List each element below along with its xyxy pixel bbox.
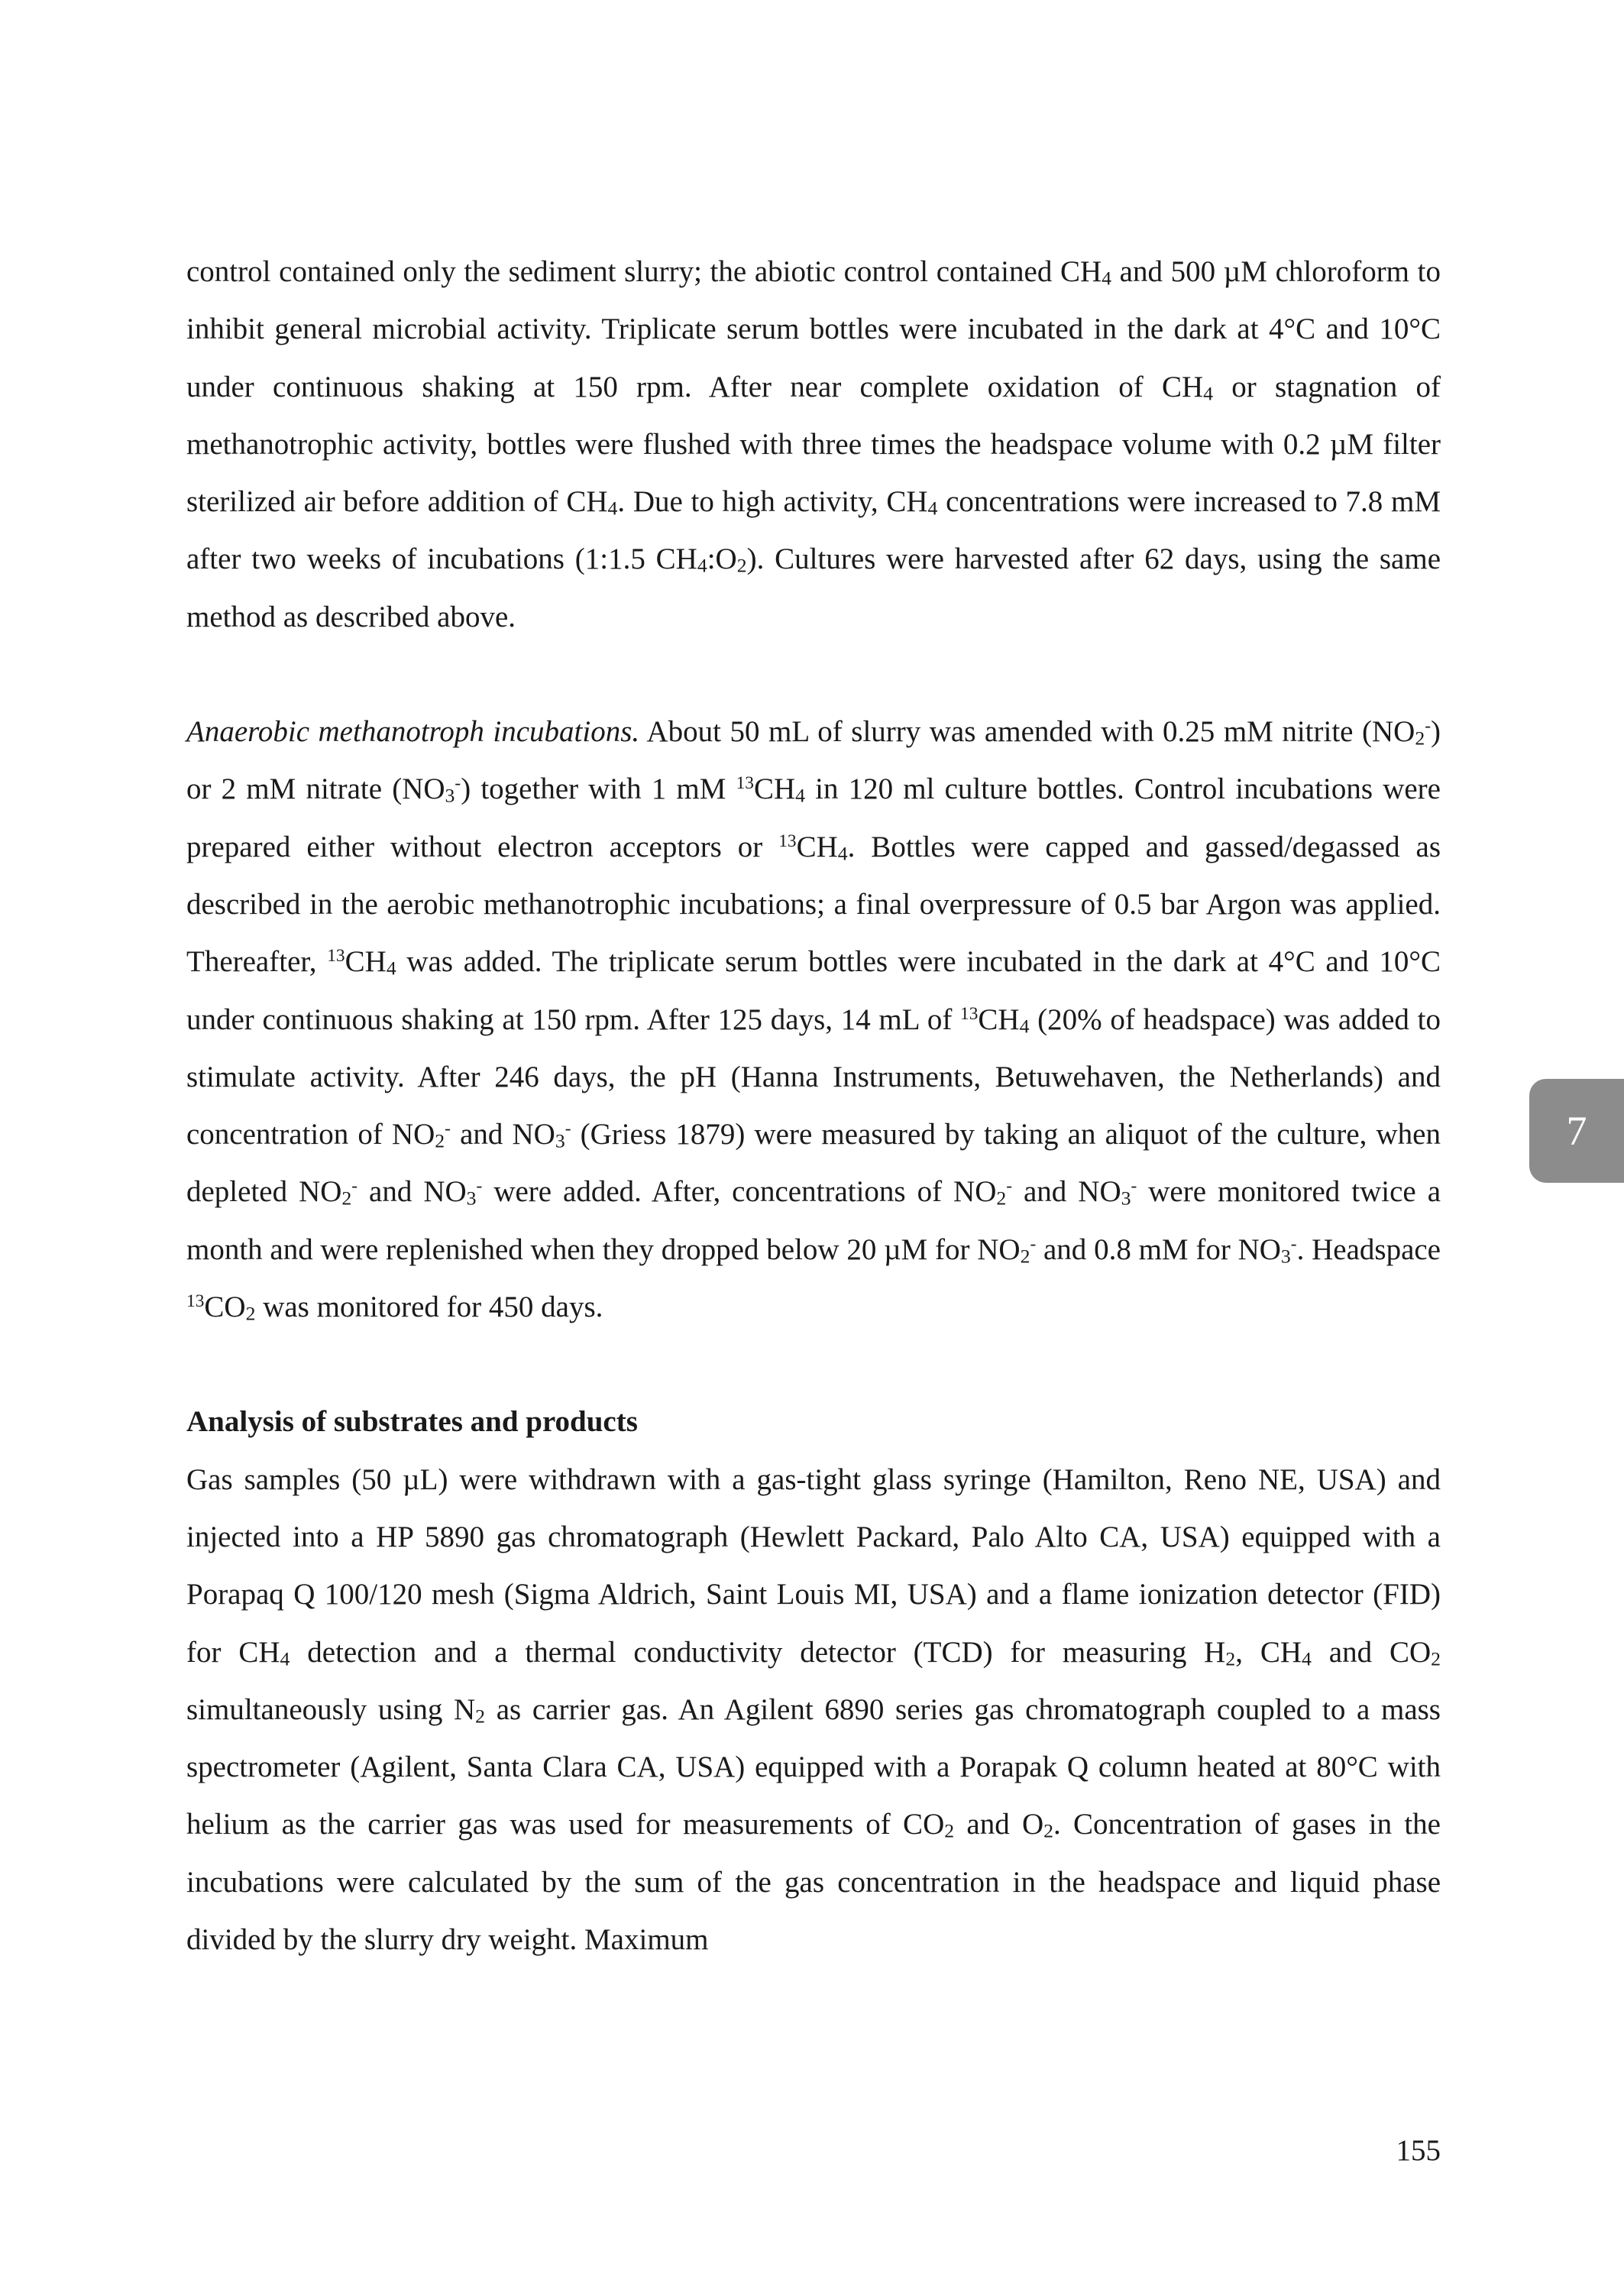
paragraph-aerobic-controls	[186, 243, 1441, 646]
subscript: 4	[927, 497, 938, 520]
text-segment: as carrier gas. An Agilent 6890 series gas chromatograph coupled to a mass spectrometer (Agilent, Santa Clara CA, USA) equipped with a Porapak Q column heated at 80°C with helium as the carrier gas was used for measurements of CO	[186, 1692, 1441, 1841]
text-segment: About 50 mL of slurry was amended with 0.25 mM nitrite (NO	[639, 715, 1415, 749]
subscript: 4	[795, 785, 806, 807]
text-segment: or stagnation of methanotrophic activity, bottles were flushed with three times the headspace volume with 0.2 µM filter sterilized air before addition of CH	[186, 370, 1441, 519]
text-segment: control contained only the sediment slurry; the abiotic control contained CH	[186, 255, 1102, 288]
text-segment: . Due to high activity, CH	[617, 485, 928, 519]
superscript: -	[1425, 716, 1431, 737]
subscript: 2	[1225, 1647, 1236, 1670]
section-analysis	[186, 1393, 1441, 1968]
text-segment: . Concentration of gases in the incubations were calculated by the sum of the gas concentration in the headspace and liquid phase divided by the slurry dry weight. Maximum	[186, 1808, 1441, 1957]
superscript: -	[351, 1176, 358, 1197]
subscript: 3	[445, 785, 455, 807]
subscript: 3	[1121, 1187, 1131, 1210]
text-segment: CO	[204, 1291, 246, 1324]
page-number: 155	[1396, 2134, 1441, 2167]
text-segment: in 120 ml culture bottles. Control incubations were prepared either without electron acceptors or	[186, 772, 1441, 863]
text-segment: (20% of headspace) was added to stimulate activity. After 246 days, the pH (Hanna Instruments, Betuwehaven, the Netherlands) and concentration of NO	[186, 1002, 1441, 1151]
text-segment: were monitored twice a month and were replenished when they dropped below 20 µM for NO	[186, 1175, 1441, 1266]
subscript: 4	[1019, 1015, 1030, 1038]
text-segment: concentrations were increased to 7.8 mM after two weeks of incubations (1:1.5 CH	[186, 485, 1441, 576]
subscript: 2	[341, 1187, 352, 1210]
text-segment: ) together with 1 mM	[461, 772, 736, 806]
subscript: 2	[1431, 1647, 1441, 1670]
superscript: 13	[327, 946, 345, 967]
text-segment: Gas samples (50 µL) were withdrawn with a gas-tight glass syringe (Hamilton, Reno NE, USA) and injected into a HP 5890 gas chromatograph (Hewlett Packard, Palo Alto CA, USA) equipped with a Porapaq Q 100/120 mesh (Sigma Aldrich, Saint Louis MI, USA) and a flame ionization detector (FID) for CH	[186, 1462, 1441, 1669]
superscript: -	[445, 1119, 451, 1139]
subscript: 4	[837, 842, 848, 865]
subscript: 2	[1020, 1245, 1030, 1268]
subscript: 2	[1415, 727, 1425, 750]
text-segment: (Griess 1879) were measured by taking an aliquot of the culture, when depleted NO	[186, 1118, 1441, 1209]
section-heading: Analysis of substrates and products	[186, 1405, 638, 1439]
text-segment: detection and a thermal conductivity detector (TCD) for measuring H	[290, 1635, 1226, 1669]
superscript: -	[1006, 1176, 1013, 1197]
text-segment: and CO	[1311, 1635, 1432, 1669]
subscript: 4	[1203, 382, 1214, 405]
page-body	[186, 243, 1441, 1968]
subscript: 4	[280, 1647, 290, 1670]
paragraph-title: Anaerobic methanotroph incubations.	[186, 715, 640, 749]
superscript: -	[1131, 1176, 1137, 1197]
text-segment: and 0.8 mM for NO	[1036, 1232, 1281, 1266]
subscript: 4	[1302, 1647, 1312, 1670]
subscript: 2	[736, 555, 747, 578]
text-segment: simultaneously using N	[186, 1692, 476, 1726]
text-segment: and 500 µM chloroform to inhibit general microbial activity. Triplicate serum bottles were incubated in the dark at 4°C and 10°C under continuous shaking at 150 rpm. After near complete oxidation of CH	[186, 255, 1441, 403]
subscript: 2	[475, 1705, 486, 1728]
subscript: 2	[996, 1187, 1007, 1210]
text-segment: were added. After, concentrations of NO	[482, 1175, 997, 1209]
subscript: 2	[1043, 1820, 1053, 1843]
text-segment: and NO	[450, 1118, 555, 1151]
subscript: 3	[466, 1187, 477, 1210]
text-segment: ). Cultures were harvested after 62 days, using the same method as described above.	[186, 542, 1441, 633]
subscript: 4	[386, 957, 396, 980]
text-segment: CH	[345, 945, 387, 979]
superscript: 13	[778, 831, 797, 851]
text-segment: . Headspace	[1296, 1232, 1441, 1266]
text-segment: CH	[796, 830, 838, 863]
text-segment: CH	[978, 1002, 1020, 1036]
subscript: 2	[435, 1129, 445, 1152]
chapter-tab	[1529, 1079, 1624, 1183]
text-segment: was monitored for 450 days.	[255, 1291, 603, 1324]
superscript: -	[565, 1119, 571, 1139]
text-segment: . Bottles were capped and gassed/degassed as described in the aerobic methanotrophic incubations; a final overpressure of 0.5 bar Argon was applied. Thereafter,	[186, 830, 1441, 979]
paragraph-anaerobic-incubations	[186, 703, 1441, 1336]
subscript: 2	[944, 1820, 955, 1843]
superscript: -	[476, 1176, 483, 1197]
superscript: -	[455, 773, 461, 794]
superscript: -	[1030, 1233, 1037, 1254]
subscript: 4	[607, 497, 618, 520]
text-segment: and NO	[1012, 1175, 1121, 1209]
text-segment: :O	[707, 542, 737, 576]
text-segment: , CH	[1235, 1635, 1302, 1669]
subscript: 4	[697, 555, 707, 578]
subscript: 3	[555, 1129, 565, 1152]
chapter-number: 7	[1566, 1108, 1587, 1154]
text-segment: and NO	[357, 1175, 467, 1209]
text-segment: and O	[954, 1808, 1044, 1841]
text-segment: was added. The triplicate serum bottles were incubated in the dark at 4°C and 10°C under continuous shaking at 150 rpm. After 125 days, 14 mL of	[186, 945, 1441, 1036]
text-segment: CH	[753, 772, 796, 806]
text-segment: ) or 2 mM nitrate (NO	[186, 715, 1441, 806]
superscript: 13	[186, 1291, 205, 1312]
superscript: -	[1290, 1233, 1297, 1254]
superscript: 13	[960, 1003, 979, 1024]
subscript: 3	[1280, 1245, 1291, 1268]
superscript: 13	[736, 773, 754, 794]
subscript: 2	[245, 1302, 256, 1325]
subscript: 4	[1102, 267, 1112, 290]
